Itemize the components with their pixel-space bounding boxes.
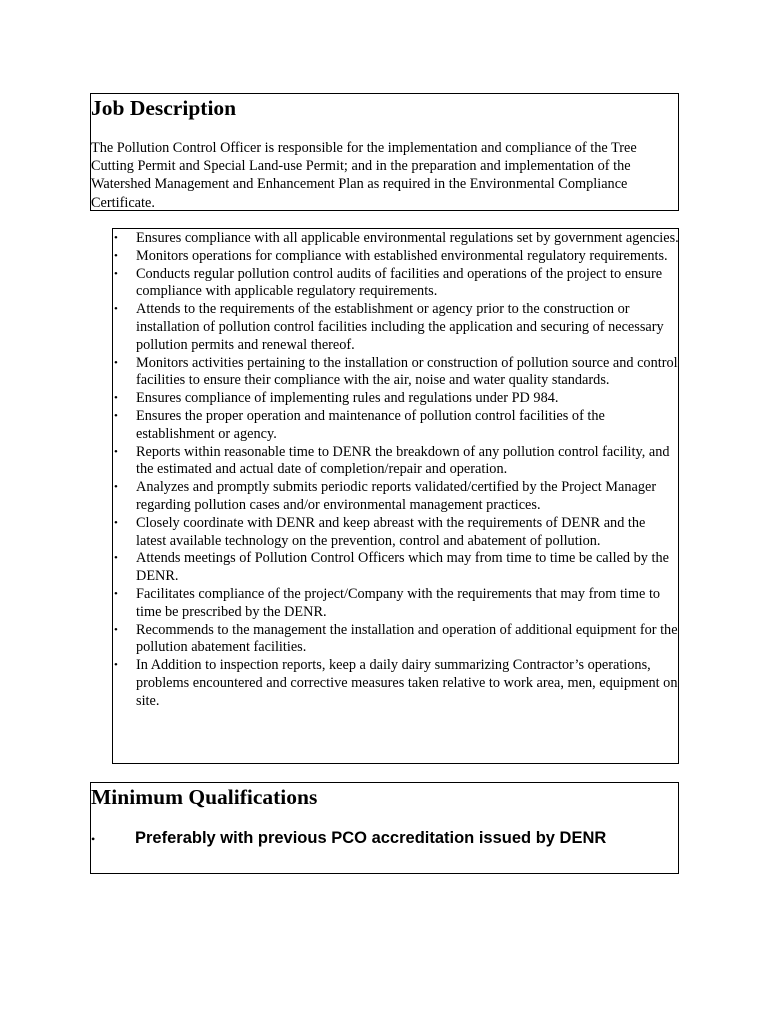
duties-section [112,228,679,764]
duty-item: • Analyzes and promptly submits periodic reports validated/certified by the Project Manager regarding pollution cases and/or environmental management practices. [113,479,679,515]
duty-item: • Ensures compliance of implementing rules and regulations under PD 984. [113,390,679,408]
duty-item: • Conducts regular pollution control audits of facilities and operations of the project to ensure compliance with applicable regulatory requirements. [113,266,679,302]
duty-item: • Facilitates compliance of the project/Company with the requirements that may from time to time be prescribed by the DENR. [113,586,679,622]
duty-item: • In Addition to inspection reports, keep a daily dairy summarizing Contractor’s operations, problems encountered and corrective measures taken relative to work area, men, equipment on site. [113,657,679,710]
minimum-qualifications-heading: Minimum Qualifications [91,785,318,809]
duty-item: • Monitors operations for compliance with established environmental regulatory requirements. [113,248,679,266]
bullet-icon: • [91,832,96,846]
minimum-qualifications-section [90,782,679,874]
duty-item: • Attends meetings of Pollution Control Officers which may from time to time be called by the DENR. [113,550,679,586]
qualification-text: Preferably with previous PCO accreditation issued by DENR [135,829,607,847]
qualification-item [91,827,671,851]
job-description-section [90,93,679,211]
duty-item: • Reports within reasonable time to DENR the breakdown of any pollution control facility, and the estimated and actual date of completion/repair and operation. [113,444,679,480]
duty-item: • Recommends to the management the installation and operation of additional equipment for the pollution abatement facilities. [113,622,679,658]
duties-list [113,230,679,711]
duty-item: • Ensures compliance with all applicable environmental regulations set by government agencies. [113,230,679,248]
job-description-text: The Pollution Control Officer is responsible for the implementation and compliance of the Tree Cutting Permit and Special Land-use Permit; and in the preparation and implementation of the Watershed Management and Enhancement Plan as required in the Environmental Compliance Certificate. [91,140,637,211]
duty-item: • Attends to the requirements of the establishment or agency prior to the construction or installation of pollution control facilities including the application and securing of necessary pollution permits and renewal thereof. [113,301,679,354]
duty-item: • Ensures the proper operation and maintenance of pollution control facilities of the establishment or agency. [113,408,679,444]
duty-item: • Closely coordinate with DENR and keep abreast with the requirements of DENR and the latest available technology on the prevention, control and abatement of pollution. [113,515,679,551]
duty-item: • Monitors activities pertaining to the installation or construction of pollution source and control facilities to ensure their compliance with the air, noise and water quality standards. [113,355,679,391]
job-description-heading: Job Description [91,96,237,120]
